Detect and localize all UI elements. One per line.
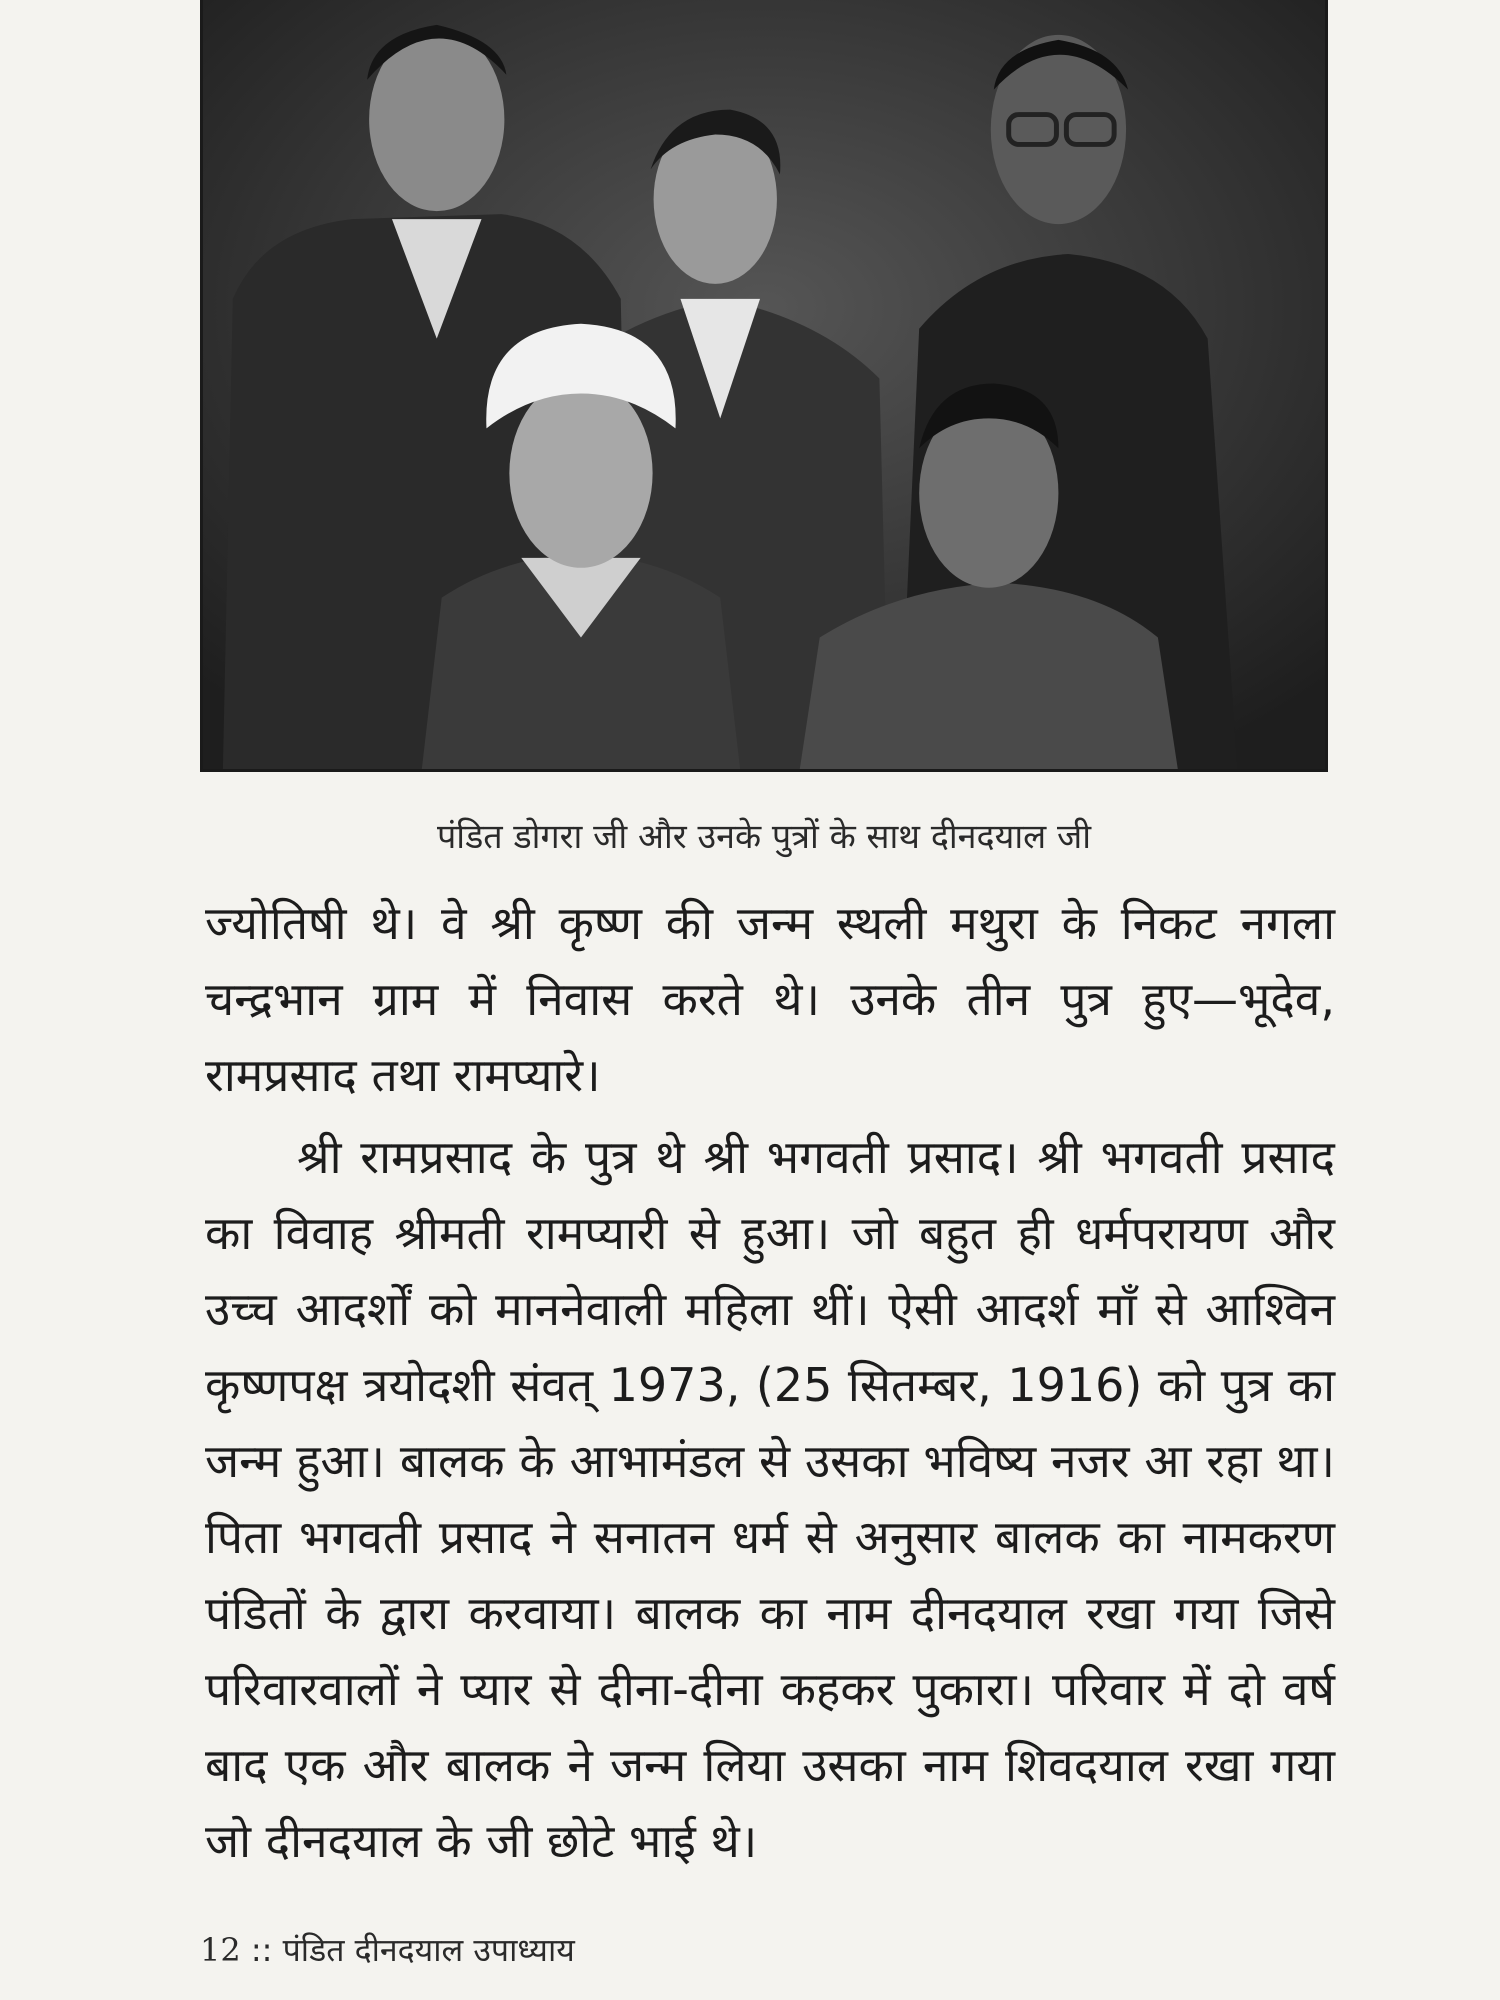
footer-separator: :: — [250, 1931, 273, 1969]
page-footer — [200, 1928, 575, 1971]
group-photo — [200, 0, 1328, 772]
body-text — [205, 885, 1335, 1879]
photo-illustration — [203, 0, 1325, 769]
paragraph-1: ज्योतिषी थे। वे श्री कृष्ण की जन्म स्थली मथुरा के निकट नगला चन्द्रभान ग्राम में निवास करते थे। उनके तीन पुत्र हुए—भूदेव, रामप्रसाद तथा रामप्यारे। — [205, 896, 1335, 1102]
photo-caption: पंडित डोगरा जी और उनके पुत्रों के साथ दीनदयाल जी — [436, 817, 1092, 857]
page-number: 12 — [200, 1931, 241, 1969]
paragraph-2: श्री रामप्रसाद के पुत्र थे श्री भगवती प्रसाद। श्री भगवती प्रसाद का विवाह श्रीमती रामप्यारी से हुआ। जो बहुत ही धर्मपरायण और उच्च आदर्शों को माननेवाली महिला थीं। ऐसी आदर्श माँ से आश्विन कृष्णपक्ष त्रयोदशी संवत् 1973, (25 सितम्बर, 1916) को पुत्र का जन्म हुआ। बालक के आभामंडल से उसका भविष्य नजर आ रहा था। पिता भगवती प्रसाद ने सनातन धर्म से अनुसार बालक का नामकरण पंडितों के द्वारा करवाया। बालक का नाम दीनदयाल रखा गया जिसे परिवारवालों ने प्यार से दीना-दीना कहकर पुकारा। परिवार में दो वर्ष बाद एक और बालक ने जन्म लिया उसका नाम शिवदयाल रखा गया जो दीनदयाल के जी छोटे भाई थे। — [205, 1130, 1335, 1868]
book-title: पंडित दीनदयाल उपाध्याय — [282, 1931, 575, 1969]
